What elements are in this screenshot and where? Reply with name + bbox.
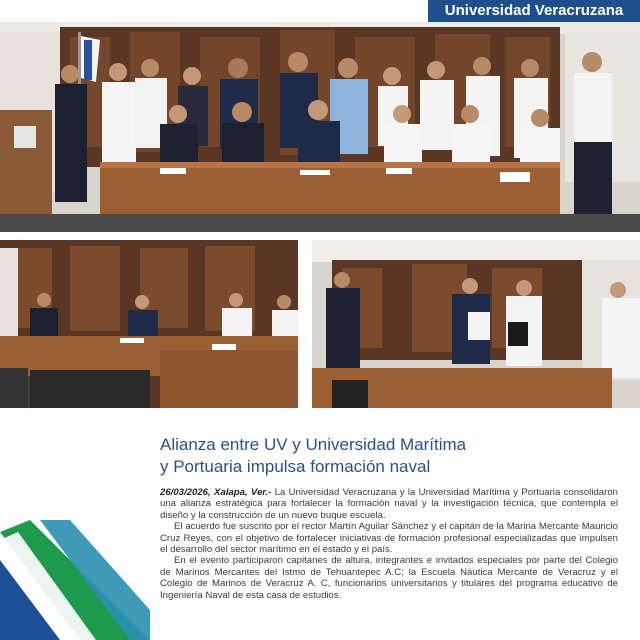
headline-line-2: y Portuaria impulsa formación naval <box>160 457 431 476</box>
paragraph-1 <box>160 487 618 521</box>
paragraph-2: El acuerdo fue suscrito por el rector Martín Aguilar Sánchez y el capitán de la Marina Mercante Mauricio Cruz Reyes, con el objetivo de fortalecer iniciativas de formación profesional especializadas que impulsen el desarrollo del sector marítimo en el estado y el país. <box>160 521 618 556</box>
paragraph-1-text: La Universidad Veracruzana y la Universidad Marítima y Portuaria consolidaron una alianza estratégica para fortalecer la formación naval y la investigación técnica, que contempla el diseño y la construcción de un nuevo buque escuela. <box>160 487 618 521</box>
headline-line-1: Alianza entre UV y Universidad Marítima <box>160 435 467 454</box>
university-banner: Universidad Veracruzana <box>426 0 640 22</box>
article-body <box>160 487 618 601</box>
signing-photo-left <box>0 240 298 408</box>
paragraph-3: En el evento participaron capitanes de altura, integrantes e invitados especiales por parte del Colegio de Marinos Mercantes del Istmo de Tehuantepec A.C; la Escuela Náutica Mercante de Veracruz y el Colegio de Marinos de Veracruz A. C, funcionarios universitarios y titulares del programa educativo de Ingeniería Naval de esta casa de estudios. <box>160 555 618 601</box>
article-headline <box>160 434 620 478</box>
group-photo <box>0 22 640 232</box>
decorative-stripes <box>0 520 150 640</box>
signing-photo-right <box>312 240 640 408</box>
dateline: 26/03/2026, Xalapa, Ver.- <box>160 487 272 498</box>
